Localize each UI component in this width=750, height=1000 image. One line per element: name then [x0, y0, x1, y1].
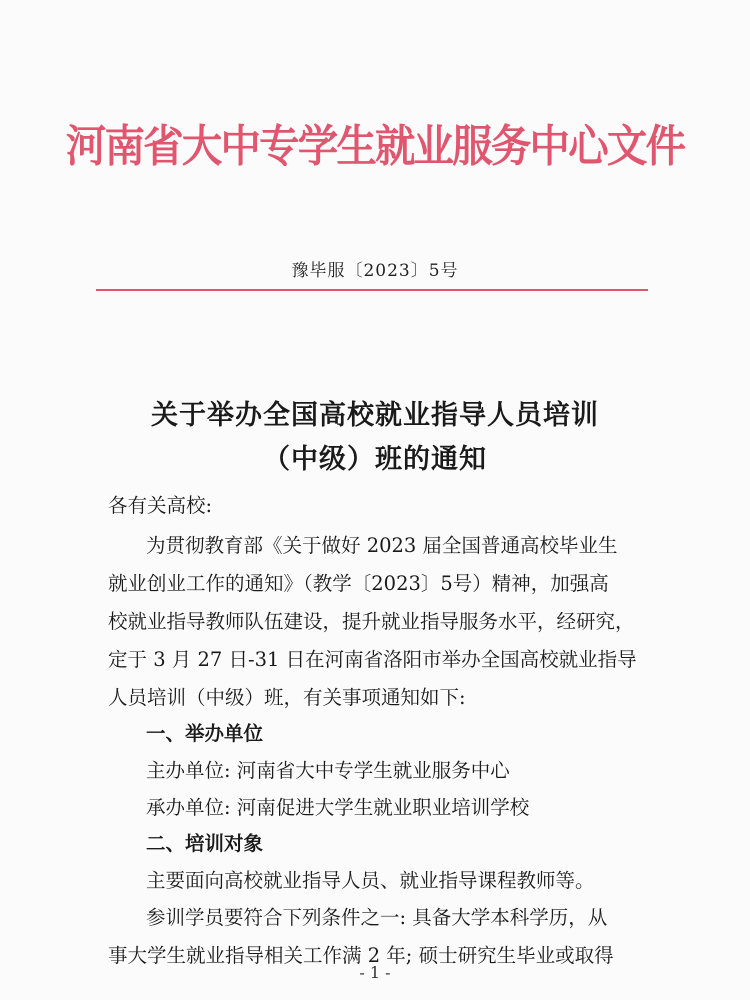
section-heading: 一、举办单位	[146, 722, 264, 745]
paragraph-line: 为贯彻教育部《关于做好 2023 届全国普通高校毕业生	[146, 534, 618, 557]
salutation: 各有关高校:	[108, 494, 213, 517]
document-header-title: 河南省大中专学生就业服务中心文件	[65, 121, 685, 172]
paragraph-line: 校就业指导教师队伍建设，提升就业指导服务水平，经研究，	[108, 610, 635, 633]
notice-title-line2: （中级）班的通知	[263, 444, 487, 475]
page-number: - 1 -	[359, 963, 391, 982]
conditions-line: 参训学员要符合下列条件之一: 具备大学本科学历，从	[146, 906, 608, 929]
notice-title-line1: 关于举办全国高校就业指导人员培训	[151, 400, 599, 431]
organizer-line: 主办单位: 河南省大中专学生就业服务中心	[146, 759, 510, 782]
section-heading: 二、培训对象	[146, 832, 264, 855]
co-organizer-line: 承办单位: 河南促进大学生就业职业培训学校	[146, 796, 530, 819]
conditions-line: 事大学生就业指导相关工作满 2 年; 硕士研究生毕业或取得	[108, 944, 614, 967]
paragraph-line: 定于 3 月 27 日-31 日在河南省洛阳市举办全国高校就业指导	[108, 648, 637, 671]
paragraph-line: 人员培训（中级）班，有关事项通知如下:	[108, 686, 466, 709]
header-divider	[96, 289, 648, 291]
target-line: 主要面向高校就业指导人员、就业指导课程教师等。	[146, 869, 595, 892]
document-number: 豫毕服〔2023〕5号	[291, 261, 459, 281]
paragraph-line: 就业创业工作的通知》（教学〔2023〕5号）精神，加强高	[108, 572, 609, 595]
